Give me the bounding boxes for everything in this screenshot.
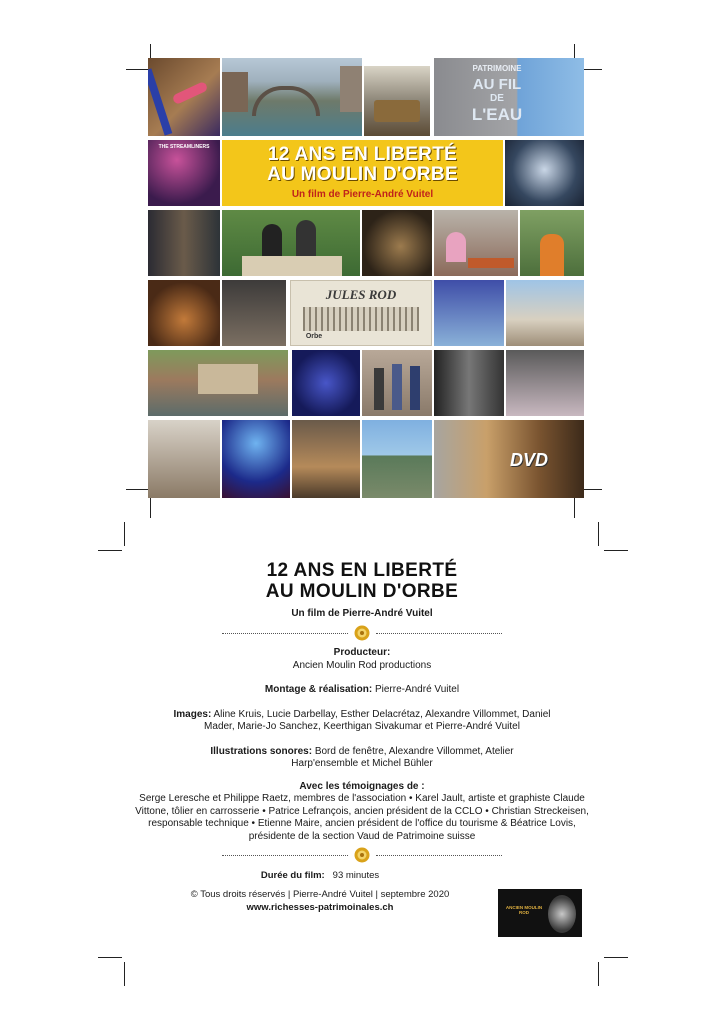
photo-corridor — [148, 210, 220, 276]
crop-mark — [598, 962, 599, 986]
photo-aerial-acrobat — [148, 58, 220, 136]
film-title-line1: 12 ANS EN LIBERTÉ — [266, 560, 458, 581]
crop-mark — [126, 69, 150, 70]
crop-mark — [604, 957, 628, 958]
testimonies-label: Avec les témoignages de : — [299, 780, 425, 792]
dvd-label: DVD — [510, 450, 549, 470]
engraving-label: JULES ROD — [325, 287, 397, 302]
duration-label: Durée du film: — [260, 870, 325, 881]
photo-building-sign — [434, 58, 584, 136]
images-value: Aline Kruis, Lucie Darbellay, Esther Delacrétaz, Alexandre Villommet, Daniel Mader, Marie-Jo Sanchez, Keerthigan Sivakumar et Pierre-André Vuitel — [204, 708, 551, 732]
photo-blue-cave — [222, 420, 290, 498]
montage-label: Montage & réalisation: — [264, 684, 373, 695]
dotted-line — [222, 855, 348, 856]
film-subtitle: Un film de Pierre-André Vuitel — [291, 608, 433, 619]
crop-mark — [598, 522, 599, 546]
photo-dinner-couple — [434, 210, 518, 276]
thumb-label: ANCIEN MOULIN ROD — [505, 905, 543, 915]
crop-mark — [98, 550, 122, 551]
photo-old-town-bridge — [222, 58, 362, 136]
dotted-line — [376, 633, 502, 634]
cover-title-line2: AU MOULIN D'ORBE — [267, 164, 458, 185]
crop-mark — [124, 962, 125, 986]
sound-label: Illustrations sonores: — [210, 745, 313, 757]
sign-line-1: PATRIMOINE — [472, 64, 522, 73]
photo-wall-art — [505, 140, 584, 206]
photo-sculpture — [362, 210, 432, 276]
photo-hall-people — [148, 420, 220, 498]
cover-collage — [148, 58, 584, 498]
crop-mark — [604, 550, 628, 551]
photo-blue-stage — [434, 280, 504, 346]
dotted-line — [376, 855, 502, 856]
photo-vintage-truck — [364, 66, 430, 136]
film-thumbnail — [498, 889, 582, 937]
producer-block — [150, 647, 574, 672]
crop-mark — [126, 489, 150, 490]
sound-block — [150, 746, 574, 771]
montage-block — [150, 684, 574, 697]
dotted-line — [222, 633, 348, 634]
separator — [150, 847, 574, 863]
photo-jules-rod-engraving — [290, 280, 432, 346]
producer-label: Producteur: — [333, 647, 391, 658]
sign-line-2: AU FIL — [472, 76, 522, 93]
sound-value: Bord de fenêtre, Alexandre Villommet, Atelier Harp'ensemble et Michel Bühler — [291, 745, 514, 769]
images-label: Images: — [173, 708, 212, 720]
engraving-city: Orbe — [305, 333, 323, 340]
cover-title-panel — [222, 140, 503, 206]
crop-mark — [98, 957, 122, 958]
photo-mill-interior — [434, 420, 584, 498]
producer-value: Ancien Moulin Rod productions — [292, 659, 432, 671]
photo-man-orange-shirt — [520, 210, 584, 276]
photo-riverside — [362, 420, 432, 498]
rosette-icon — [354, 847, 370, 863]
photo-concert-stage — [148, 140, 220, 206]
credits-panel — [135, 560, 589, 914]
sign-line-4: L'EAU — [471, 105, 523, 124]
photo-town-river — [148, 350, 288, 416]
film-title-line2: AU MOULIN D'ORBE — [265, 581, 459, 602]
stage-label: THE STREAMLINERS — [158, 144, 210, 150]
photo-two-women-outdoors — [222, 210, 360, 276]
rosette-icon — [354, 625, 370, 641]
cover-title-line1: 12 ANS EN LIBERTÉ — [267, 144, 458, 165]
photo-gathering — [292, 420, 360, 498]
photo-blue-lights — [292, 350, 360, 416]
photo-dancers — [506, 350, 584, 416]
testimonies-block — [135, 780, 589, 844]
sign-line-3: DE — [490, 93, 504, 104]
website-link[interactable]: www.richesses-patrimoinales.ch — [246, 902, 394, 913]
images-block — [150, 709, 574, 734]
crop-mark — [124, 522, 125, 546]
photo-copper-machine — [148, 280, 220, 346]
duration-value: 93 minutes — [332, 870, 380, 881]
rights-notice: © Tous droits réservés | Pierre-André Vuitel | septembre 2020 — [190, 889, 450, 900]
photo-castle-church — [506, 280, 584, 346]
photo-bw-workshop — [434, 350, 504, 416]
photo-worker — [222, 280, 286, 346]
montage-value: Pierre-André Vuitel — [372, 684, 460, 695]
testimonies-value: Serge Leresche et Philippe Raetz, membres de l'association • Karel Jault, artiste et graphiste Claude Vittone, tôlier en carrosserie • Patrice Lefrançois, ancien président de la CCLO • Christian Streckeisen, responsable technique • Etienne Maire, ancien président de l'office du tourisme & Béatrice Lovis, présidente de la section Vaud de Patrimoine suisse — [135, 793, 589, 842]
photo-three-men — [362, 350, 432, 416]
footer-info — [150, 869, 490, 914]
cover-subtitle: Un film de Pierre-André Vuitel — [291, 189, 434, 200]
separator — [150, 625, 574, 641]
